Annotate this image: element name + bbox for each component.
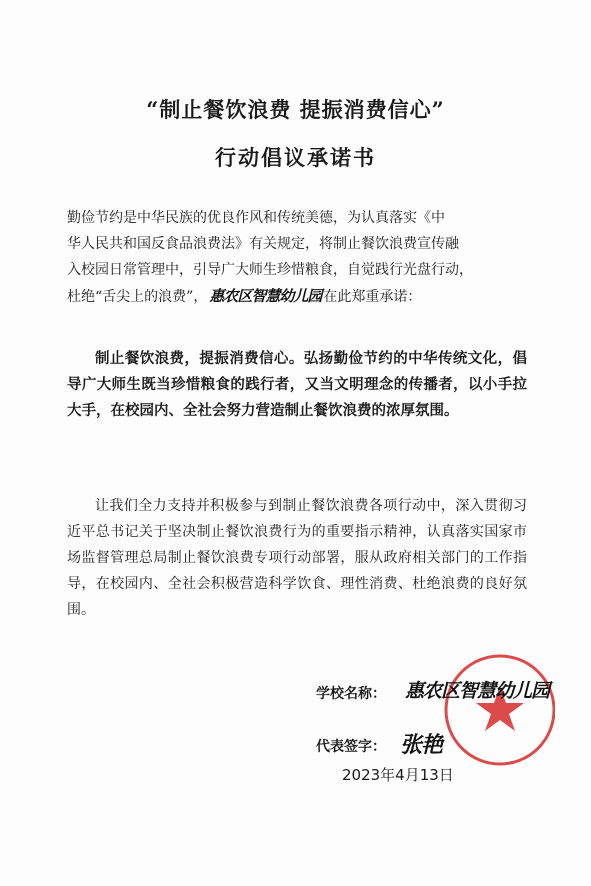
- document-subtitle: 行动倡议承诺书: [215, 145, 376, 170]
- intro-line-4: [67, 283, 527, 310]
- intro-line-4-end: 在此郑重承诺：: [323, 289, 422, 305]
- intro-line-3: 入校园日常管理中，引导广大师生珍惜粮食，自觉践行光盘行动，: [67, 262, 473, 278]
- handwritten-school-name-inline: 惠农区智慧幼儿园: [209, 287, 322, 305]
- paragraph-pledge: 制止餐饮浪费，提振消费信心。弘扬勤俭节约的中华传统文化，倡导广大师生既当珍惜粮食的践行者，又当文明理念的传播者，以小手拉大手，在校园内、全社会努力营造制止餐饮浪费的浓厚氛围。: [67, 351, 527, 419]
- intro-line-4-start: 杜绝“舌尖上的浪费”，: [67, 289, 208, 305]
- handwritten-representative-signature: 张艳: [400, 732, 443, 758]
- representative-signature-label: 代表签字：: [316, 739, 386, 755]
- paragraph-intro: [67, 205, 527, 310]
- document-title: “制止餐饮浪费 提振消费信心”: [146, 97, 445, 122]
- paragraph-action: 让我们全力支持并积极参与到制止餐饮浪费各项行动中，深入贯彻习近平总书记关于坚决制止餐饮浪费行为的重要指示精神，认真落实国家市场监督管理总局制止餐饮浪费专项行动部署，服从政府相关部门的工作指导，在校园内、全社会积极营造科学饮食、理性消费、杜绝浪费的良好氛围。: [67, 498, 527, 618]
- intro-line-2: 华人民共和国反食品浪费法》有关规定，将制止餐饮浪费宣传融: [67, 236, 459, 252]
- school-name-label: 学校名称：: [316, 686, 386, 702]
- handwritten-school-name: 惠农区智慧幼儿园: [405, 680, 550, 702]
- signing-date: 2023年4月13日: [342, 766, 454, 784]
- intro-line-1: 勤俭节约是中华民族的优良作风和传统美德，为认真落实《中: [67, 210, 445, 226]
